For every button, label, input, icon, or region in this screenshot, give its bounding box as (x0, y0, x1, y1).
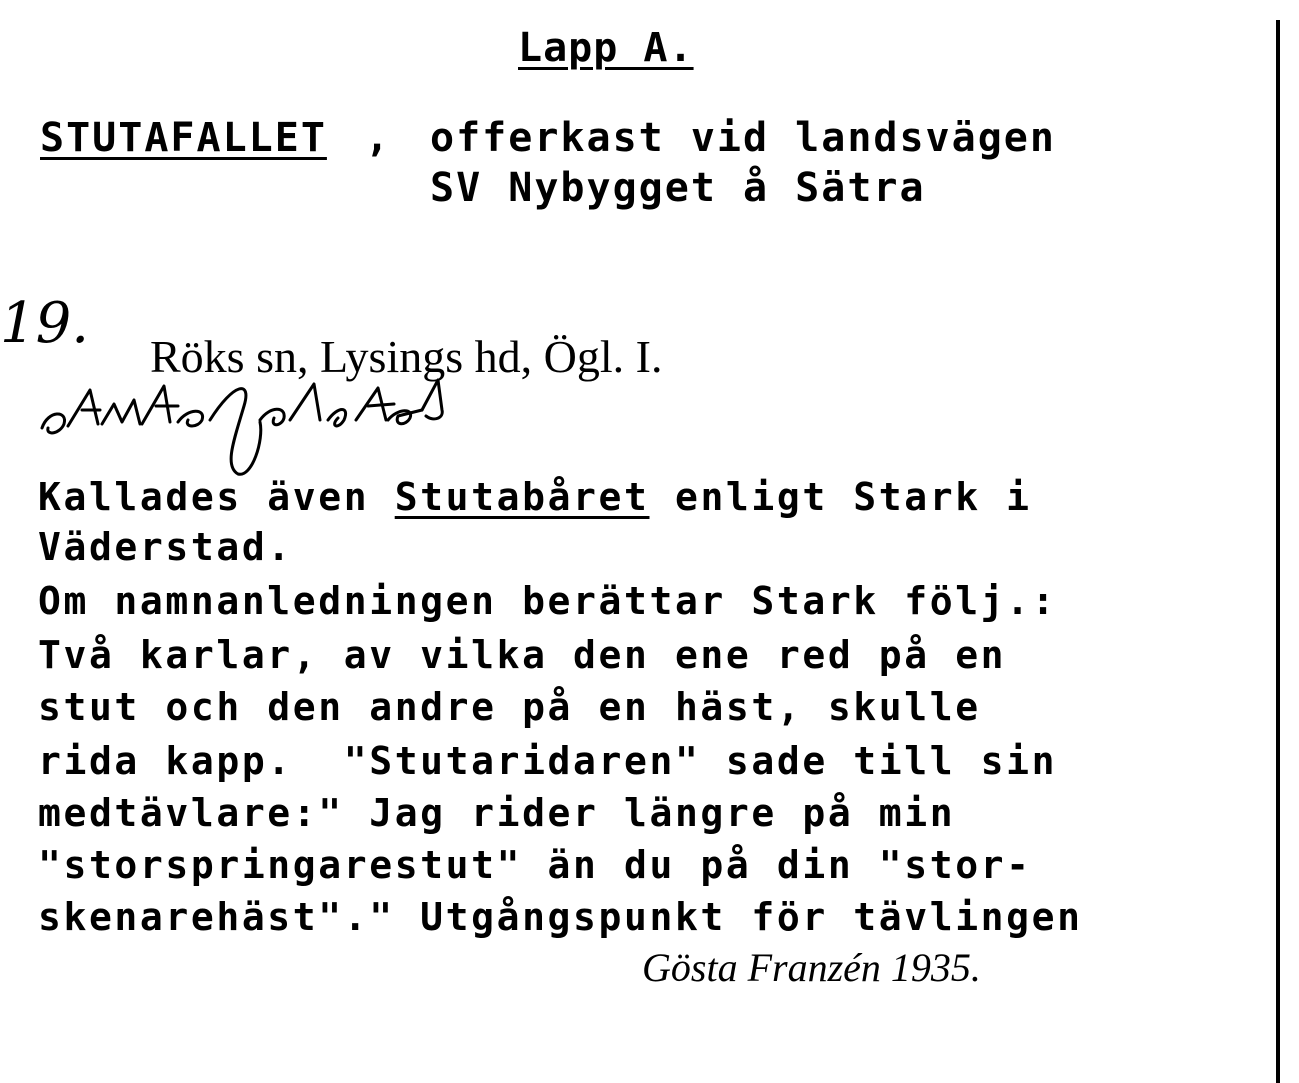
handwriting-stroke (260, 409, 284, 425)
body-line: stut och den andre på en häst, skulle (38, 685, 981, 729)
alternate-place-name: Stutabåret (394, 475, 650, 519)
handwriting-stroke (42, 414, 65, 433)
body-line-segment: enligt Stark i (649, 475, 1032, 519)
handwriting-stroke (178, 411, 203, 426)
heading-comma: , (365, 115, 390, 161)
handwriting-stroke (102, 400, 140, 424)
card-edge-rule (1276, 20, 1280, 1083)
handwriting-stroke (368, 404, 394, 406)
handwritten-number: 19. (0, 291, 90, 356)
handwriting-stroke (422, 380, 442, 419)
body-line (38, 475, 1032, 519)
card-title: Lapp A. (518, 25, 694, 71)
body-line: medtävlare:" Jag rider längre på min (38, 791, 956, 835)
body-line: "storspringarestut" än du på din "stor- (38, 843, 1032, 887)
body-line: Två karlar, av vilka den ene red på en (38, 633, 1007, 677)
handwriting-stroke (68, 390, 98, 426)
handwritten-name-scribble (38, 370, 458, 480)
handwriting-stroke (388, 410, 422, 424)
body-line: rida kapp. "Stutaridaren" sade till sin (38, 739, 1058, 783)
place-description-line-1: offerkast vid landsvägen (430, 115, 1056, 161)
body-line-segment: Kallades även (38, 475, 395, 519)
body-line: Väderstad. (38, 525, 293, 569)
place-name-heading: STUTAFALLET (40, 115, 327, 161)
handwriting-stroke (328, 410, 346, 426)
body-line: Om namnanledningen berättar Stark följ.: (38, 579, 1058, 623)
body-line: skenarehäst"." Utgångspunkt för tävlingen (38, 895, 1083, 939)
place-description-line-2: SV Nybygget å Sätra (430, 165, 926, 211)
handwriting-stroke (290, 384, 320, 420)
handwriting-stroke (210, 389, 261, 475)
signature: Gösta Franzén 1935. (642, 945, 981, 990)
parish-line: Röks sn, Lysings hd, Ögl. I. (150, 331, 663, 382)
